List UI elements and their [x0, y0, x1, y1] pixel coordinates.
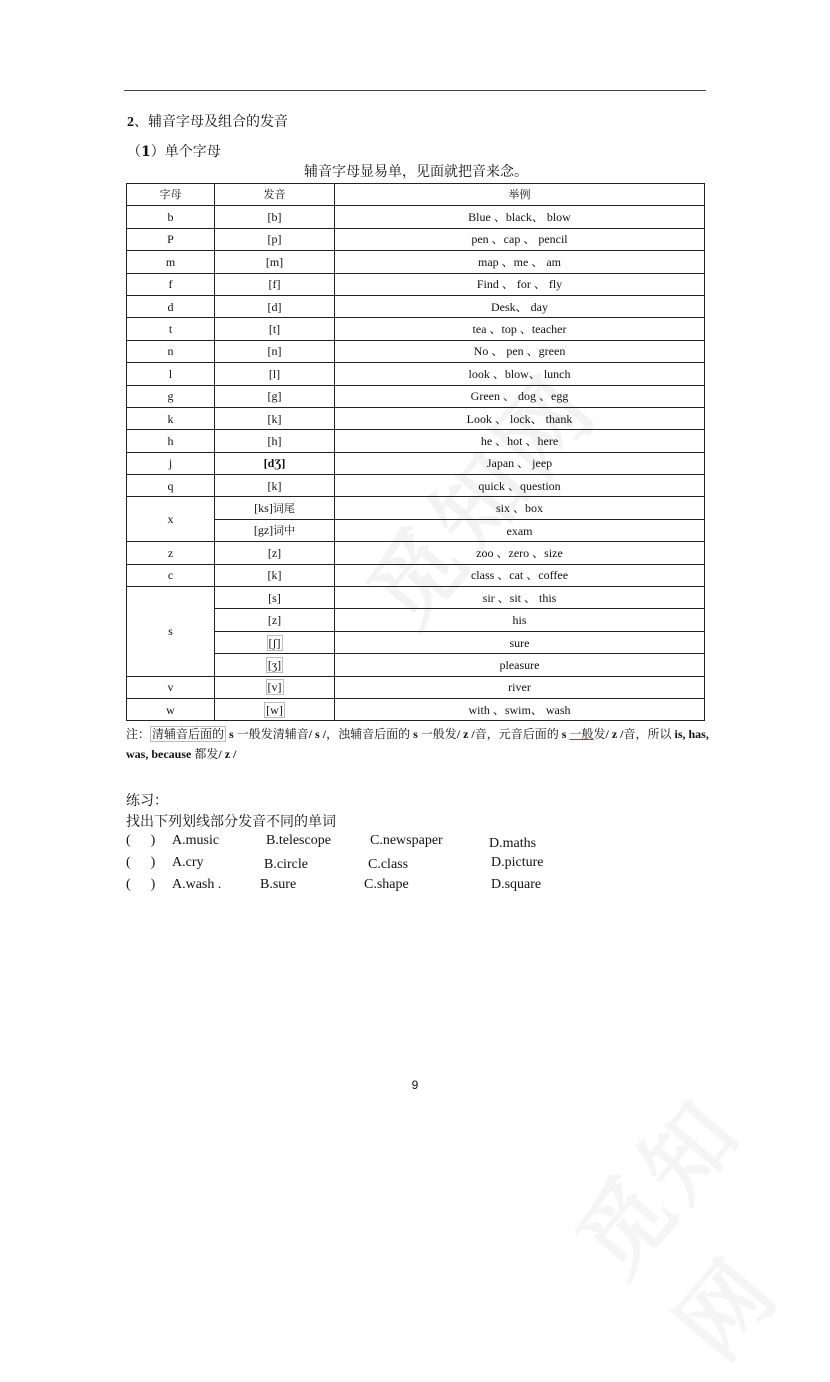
section-heading: 2、辅音字母及组合的发音 — [127, 114, 288, 130]
column-header: 字母 — [127, 184, 215, 206]
letter-cell: m — [127, 251, 215, 273]
examples-cell: his — [335, 609, 705, 631]
table-caption: 辅音字母显易单，见面就把音来念。 — [304, 164, 528, 180]
letter-cell: w — [127, 698, 215, 720]
sound-cell: [dƷ] — [215, 452, 335, 474]
sound-cell: [w] — [215, 698, 335, 720]
examples-cell: look 、blow、 lunch — [335, 363, 705, 385]
option-b: B.circle — [264, 857, 308, 872]
table-row — [127, 452, 705, 474]
letter-cell: j — [127, 452, 215, 474]
column-header: 发音 — [215, 184, 335, 206]
letter-cell: v — [127, 676, 215, 698]
option-a: A.wash . — [172, 877, 222, 892]
examples-cell: Green 、 dog 、egg — [335, 385, 705, 407]
page-number: 9 — [411, 1078, 419, 1092]
sound-cell: [s] — [215, 587, 335, 609]
position-note: 词尾 — [272, 501, 295, 515]
examples-cell: pen 、cap 、 pencil — [335, 228, 705, 250]
table-row — [127, 676, 705, 698]
sound-cell: [v] — [215, 676, 335, 698]
table-row — [127, 251, 705, 273]
sound-cell: [f] — [215, 273, 335, 295]
option-a: A.cry — [172, 855, 204, 870]
sound-cell: [k] — [215, 475, 335, 497]
table-row — [127, 542, 705, 564]
sound-cell: [k] — [215, 407, 335, 429]
letter-cell: g — [127, 385, 215, 407]
option-d: D.maths — [489, 836, 537, 851]
answer-blank[interactable]: ( ) — [126, 877, 156, 892]
sound-cell: [z] — [215, 609, 335, 631]
header-rule — [124, 90, 706, 91]
examples-cell: No 、 pen 、green — [335, 340, 705, 362]
table-row — [127, 273, 705, 295]
table-header-row — [127, 184, 705, 206]
examples-cell: with 、swim、 wash — [335, 698, 705, 720]
examples-cell: Blue 、black、 blow — [335, 206, 705, 228]
sound-cell: [d] — [215, 295, 335, 317]
letter-cell: f — [127, 273, 215, 295]
examples-cell: sir 、sit 、 this — [335, 587, 705, 609]
letter-cell: b — [127, 206, 215, 228]
examples-cell: quick 、question — [335, 475, 705, 497]
table-row — [127, 698, 705, 720]
option-b: B.sure — [260, 877, 297, 892]
sound-cell: [ks]词尾 — [215, 497, 335, 519]
examples-cell: six 、box — [335, 497, 705, 519]
table-row — [127, 318, 705, 340]
exercise-instruction: 找出下列划线部分发音不同的单词 — [126, 814, 336, 830]
option-a: A.music — [172, 833, 220, 848]
examples-cell: class 、cat 、coffee — [335, 564, 705, 586]
option-c: C.shape — [364, 877, 409, 892]
sound-cell: [l] — [215, 363, 335, 385]
letter-cell: d — [127, 295, 215, 317]
sound-cell: [h] — [215, 430, 335, 452]
sound-cell: [g] — [215, 385, 335, 407]
option-d: D.square — [491, 877, 542, 892]
table-row — [127, 497, 705, 519]
sound-cell: [k] — [215, 564, 335, 586]
examples-cell: pleasure — [335, 654, 705, 676]
option-c: C.newspaper — [370, 833, 443, 848]
sound-cell: [b] — [215, 206, 335, 228]
examples-cell: Look 、 lock、 thank — [335, 407, 705, 429]
table-row — [127, 475, 705, 497]
letter-cell: k — [127, 407, 215, 429]
letter-cell: l — [127, 363, 215, 385]
letter-cell: c — [127, 564, 215, 586]
sound-cell: [ʃ] — [215, 631, 335, 653]
option-d: D.picture — [491, 855, 544, 870]
table-row — [127, 340, 705, 362]
examples-cell: zoo 、zero 、size — [335, 542, 705, 564]
examples-cell: map 、me 、 am — [335, 251, 705, 273]
table-row — [127, 430, 705, 452]
letter-cell: P — [127, 228, 215, 250]
examples-cell: tea 、top 、teacher — [335, 318, 705, 340]
letter-cell: n — [127, 340, 215, 362]
option-b: B.telescope — [266, 833, 331, 848]
examples-cell: sure — [335, 631, 705, 653]
table-row — [127, 407, 705, 429]
sound-cell: [t] — [215, 318, 335, 340]
exercise-title: 练习： — [126, 793, 168, 809]
table-row — [127, 564, 705, 586]
letter-cell: z — [127, 542, 215, 564]
sound-cell: [z] — [215, 542, 335, 564]
table-row — [127, 228, 705, 250]
examples-cell: Japan 、 jeep — [335, 452, 705, 474]
table-row — [127, 385, 705, 407]
examples-cell: river — [335, 676, 705, 698]
sound-cell: [ʒ] — [215, 654, 335, 676]
subsection-heading: （1）单个字母 — [127, 144, 221, 160]
examples-cell: Find 、 for 、 fly — [335, 273, 705, 295]
table-row — [127, 587, 705, 609]
answer-blank[interactable]: ( ) — [126, 855, 156, 870]
answer-blank[interactable]: ( ) — [126, 833, 156, 848]
sound-cell: [gz]词中 — [215, 519, 335, 541]
examples-cell: he 、hot 、here — [335, 430, 705, 452]
letter-cell: t — [127, 318, 215, 340]
table-row — [127, 363, 705, 385]
table-row — [127, 206, 705, 228]
examples-cell: Desk、 day — [335, 295, 705, 317]
letter-cell: s — [127, 587, 215, 677]
letter-cell: h — [127, 430, 215, 452]
sound-cell: [m] — [215, 251, 335, 273]
table-row — [127, 295, 705, 317]
consonant-table — [126, 183, 705, 721]
sound-cell: [n] — [215, 340, 335, 362]
letter-cell: x — [127, 497, 215, 542]
sound-cell: [p] — [215, 228, 335, 250]
column-header: 举例 — [335, 184, 705, 206]
letter-cell: q — [127, 475, 215, 497]
pronunciation-note: 注： 清辅音后面的 s 一般发清辅音/ s /，浊辅音后面的 s 一般发/ z /音，元音后面的 s 一般发/ z /音，所以 is, has, was, because 都发/ z / — [126, 727, 709, 761]
examples-cell: exam — [335, 519, 705, 541]
option-c: C.class — [368, 857, 409, 872]
position-note: 词中 — [273, 524, 296, 538]
